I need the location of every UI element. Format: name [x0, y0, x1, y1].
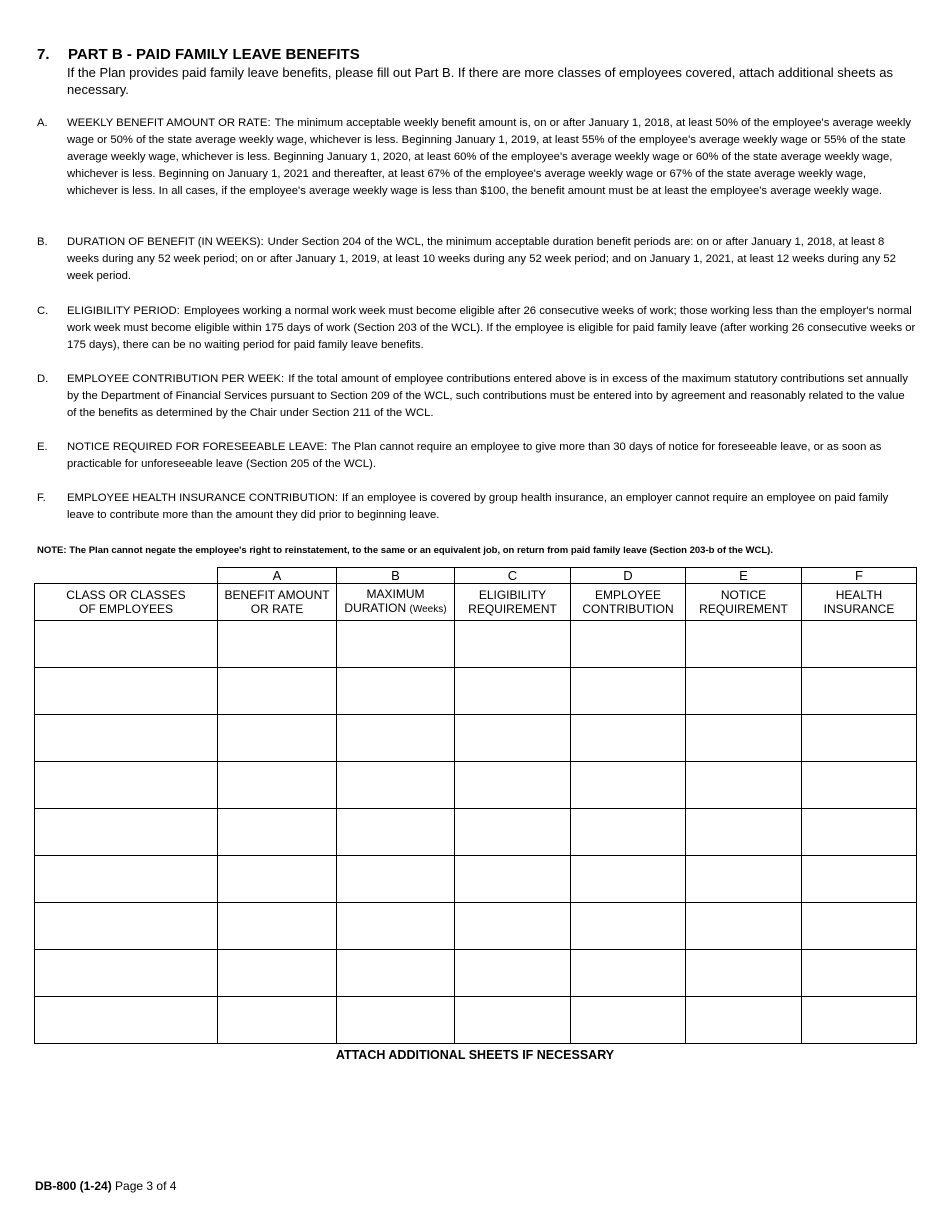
column-letter: F — [802, 568, 917, 584]
cell-class[interactable] — [35, 856, 218, 903]
cell-maximum-duration[interactable] — [337, 997, 455, 1044]
cell-notice[interactable] — [686, 668, 802, 715]
table-body — [35, 621, 917, 1044]
cell-notice[interactable] — [686, 950, 802, 997]
item-text: If the total amount of employee contributions entered above is in excess of the maximum statutory contributions set annually by the Department of Financial Services pursuant to Section 209 of the WCL, such contributions must be entered into by agreement and reasonably related to the value of the benefits as determined by the Chair under Section 211 of the WCL. — [67, 373, 908, 419]
item-text: The Plan cannot require an employee to give more than 30 days of notice for foreseeable leave, or as soon as practicable for unforeseeable leave (Section 205 of the WCL). — [67, 441, 882, 470]
cell-benefit-amount[interactable] — [218, 856, 337, 903]
header-line: REQUIREMENT — [468, 602, 557, 616]
column-letter: D — [571, 568, 686, 584]
cell-notice[interactable] — [686, 997, 802, 1044]
cell-health-insurance[interactable] — [802, 715, 917, 762]
item-title: ELIGIBILITY PERIOD: — [67, 305, 180, 317]
header-employee-contribution — [571, 584, 686, 621]
cell-employee-contribution[interactable] — [571, 809, 686, 856]
table-row — [35, 997, 917, 1044]
cell-class[interactable] — [35, 950, 218, 997]
header-line: INSURANCE — [823, 602, 895, 616]
header-line: REQUIREMENT — [699, 602, 788, 616]
table-row — [35, 668, 917, 715]
cell-eligibility[interactable] — [455, 856, 571, 903]
cell-benefit-amount[interactable] — [218, 621, 337, 668]
cell-employee-contribution[interactable] — [571, 903, 686, 950]
cell-class[interactable] — [35, 715, 218, 762]
cell-maximum-duration[interactable] — [337, 903, 455, 950]
cell-notice[interactable] — [686, 856, 802, 903]
form-code: DB-800 (1-24) — [35, 1179, 112, 1193]
header-line: OF EMPLOYEES — [78, 602, 174, 616]
cell-employee-contribution[interactable] — [571, 668, 686, 715]
item-text: If an employee is covered by group health insurance, an employer cannot require an employee on paid family leave to contribute more than the amount they did prior to beginning leave. — [67, 492, 889, 521]
column-letter: E — [686, 568, 802, 584]
cell-health-insurance[interactable] — [802, 950, 917, 997]
header-line: OR RATE — [250, 602, 304, 616]
cell-health-insurance[interactable] — [802, 856, 917, 903]
reinstatement-note: NOTE: The Plan cannot negate the employee's right to reinstatement, to the same or an equivalent job, on return from paid family leave (Section 203-b of the WCL). — [37, 545, 773, 556]
table-row — [35, 715, 917, 762]
cell-notice[interactable] — [686, 903, 802, 950]
cell-health-insurance[interactable] — [802, 621, 917, 668]
column-header-row — [35, 584, 917, 621]
cell-benefit-amount[interactable] — [218, 950, 337, 997]
item-b — [37, 234, 917, 285]
cell-benefit-amount[interactable] — [218, 903, 337, 950]
cell-employee-contribution[interactable] — [571, 950, 686, 997]
cell-maximum-duration[interactable] — [337, 715, 455, 762]
header-class-of-employees — [35, 584, 218, 621]
header-line: BENEFIT AMOUNT — [224, 588, 330, 602]
header-line: MAXIMUM — [366, 587, 425, 601]
cell-maximum-duration[interactable] — [337, 856, 455, 903]
item-letter: A. — [37, 117, 48, 129]
item-d — [37, 371, 917, 422]
cell-notice[interactable] — [686, 715, 802, 762]
cell-eligibility[interactable] — [455, 950, 571, 997]
cell-class[interactable] — [35, 903, 218, 950]
item-title: EMPLOYEE HEALTH INSURANCE CONTRIBUTION: — [67, 492, 338, 504]
cell-benefit-amount[interactable] — [218, 762, 337, 809]
item-letter: D. — [37, 373, 49, 385]
cell-health-insurance[interactable] — [802, 668, 917, 715]
item-title: WEEKLY BENEFIT AMOUNT OR RATE: — [67, 117, 271, 129]
item-letter: E. — [37, 441, 48, 453]
header-notice-requirement — [686, 584, 802, 621]
cell-benefit-amount[interactable] — [218, 997, 337, 1044]
cell-maximum-duration[interactable] — [337, 809, 455, 856]
cell-eligibility[interactable] — [455, 997, 571, 1044]
cell-notice[interactable] — [686, 621, 802, 668]
item-letter: F. — [37, 492, 46, 504]
item-text: Under Section 204 of the WCL, the minimum acceptable duration benefit periods are: on or after January 1, 2018, at least 8 weeks during any 52 week period; on or after January 1, 2019, at least 10 weeks during any 52 week period; and on January 1, 2021, at least 12 weeks during any 52 week period. — [67, 236, 896, 282]
header-line: ELIGIBILITY — [478, 588, 547, 602]
item-f — [37, 490, 917, 524]
cell-benefit-amount[interactable] — [218, 715, 337, 762]
cell-class[interactable] — [35, 621, 218, 668]
section-intro: If the Plan provides paid family leave benefits, please fill out Part B. If there are more classes of employees covered, attach additional sheets as necessary. — [67, 65, 893, 97]
blank-corner — [35, 568, 218, 584]
cell-eligibility[interactable] — [455, 621, 571, 668]
table-row — [35, 856, 917, 903]
item-text: The minimum acceptable weekly benefit amount is, on or after January 1, 2018, at least 50% of the employee's average weekly wage or 50% of the state average weekly wage, whichever is less. Beginning January 1, 2019, at least 55% of the employee's average weekly wage or 55% of the state average weekly wage, whichever is less. Beginning January 1, 2020, at least 60% of the employee's average weekly wage or 60% of the state average weekly wage, whichever is less. Beginning on January 1, 2021 and thereafter, at least 67% of the employee's average weekly wage or 67% of the state average weekly wage, whichever is less. In all cases, if the employee's average weekly wage is less than $100, the benefit amount must be at least the employee's average weekly wage. — [67, 117, 911, 197]
column-letter: C — [455, 568, 571, 584]
item-letter: C. — [37, 305, 49, 317]
item-title: DURATION OF BENEFIT (IN WEEKS): — [67, 236, 264, 248]
cell-class[interactable] — [35, 668, 218, 715]
section-heading — [37, 46, 360, 63]
header-benefit-amount — [218, 584, 337, 621]
item-text: Employees working a normal work week must become eligible after 26 consecutive weeks of work; those working less than the employer's normal work week must become eligible within 175 days of work (Section 203 of the WCL). If the employee is eligible for paid family leave (after working 26 consecutive weeks or 175 days), there can be no waiting period for paid family leave benefits. — [67, 305, 916, 351]
cell-eligibility[interactable] — [455, 762, 571, 809]
cell-employee-contribution[interactable] — [571, 856, 686, 903]
page-footer — [35, 1179, 176, 1193]
table-row — [35, 762, 917, 809]
header-line: CLASS OR CLASSES — [66, 588, 186, 602]
cell-maximum-duration[interactable] — [337, 950, 455, 997]
item-title: EMPLOYEE CONTRIBUTION PER WEEK: — [67, 373, 285, 385]
column-letter: B — [337, 568, 455, 584]
cell-health-insurance[interactable] — [802, 809, 917, 856]
cell-maximum-duration[interactable] — [337, 762, 455, 809]
attach-sheets-notice: ATTACH ADDITIONAL SHEETS IF NECESSARY — [335, 1048, 615, 1062]
header-health-insurance — [802, 584, 917, 621]
header-line: DURATION — [344, 601, 407, 615]
cell-maximum-duration[interactable] — [337, 668, 455, 715]
item-e — [37, 439, 917, 473]
table-row — [35, 621, 917, 668]
cell-benefit-amount[interactable] — [218, 668, 337, 715]
header-line: CONTRIBUTION — [582, 602, 674, 616]
cell-notice[interactable] — [686, 809, 802, 856]
item-letter: B. — [37, 236, 48, 248]
cell-eligibility[interactable] — [455, 668, 571, 715]
cell-class[interactable] — [35, 997, 218, 1044]
cell-employee-contribution[interactable] — [571, 621, 686, 668]
cell-employee-contribution[interactable] — [571, 715, 686, 762]
table-row — [35, 903, 917, 950]
header-line: EMPLOYEE — [594, 588, 662, 602]
column-letter-row — [35, 568, 917, 584]
cell-employee-contribution[interactable] — [571, 762, 686, 809]
cell-eligibility[interactable] — [455, 809, 571, 856]
cell-class[interactable] — [35, 809, 218, 856]
header-line: HEALTH — [835, 588, 883, 602]
cell-class[interactable] — [35, 762, 218, 809]
table-row — [35, 809, 917, 856]
cell-benefit-amount[interactable] — [218, 809, 337, 856]
item-a — [37, 115, 917, 200]
table-row — [35, 950, 917, 997]
header-maximum-duration — [337, 584, 455, 621]
page-number: Page 3 of 4 — [115, 1179, 177, 1193]
cell-eligibility[interactable] — [455, 903, 571, 950]
cell-maximum-duration[interactable] — [337, 621, 455, 668]
header-eligibility-requirement — [455, 584, 571, 621]
header-line: NOTICE — [720, 588, 767, 602]
cell-health-insurance[interactable] — [802, 903, 917, 950]
cell-health-insurance[interactable] — [802, 997, 917, 1044]
header-suffix: (Weeks) — [409, 604, 447, 615]
cell-employee-contribution[interactable] — [571, 997, 686, 1044]
column-letter: A — [218, 568, 337, 584]
section-number: 7. — [37, 46, 50, 63]
cell-notice[interactable] — [686, 762, 802, 809]
section-title: PART B - PAID FAMILY LEAVE BENEFITS — [68, 46, 360, 63]
item-c — [37, 303, 917, 354]
cell-eligibility[interactable] — [455, 715, 571, 762]
item-title: NOTICE REQUIRED FOR FORESEEABLE LEAVE: — [67, 441, 328, 453]
benefits-table — [34, 567, 917, 1044]
cell-health-insurance[interactable] — [802, 762, 917, 809]
